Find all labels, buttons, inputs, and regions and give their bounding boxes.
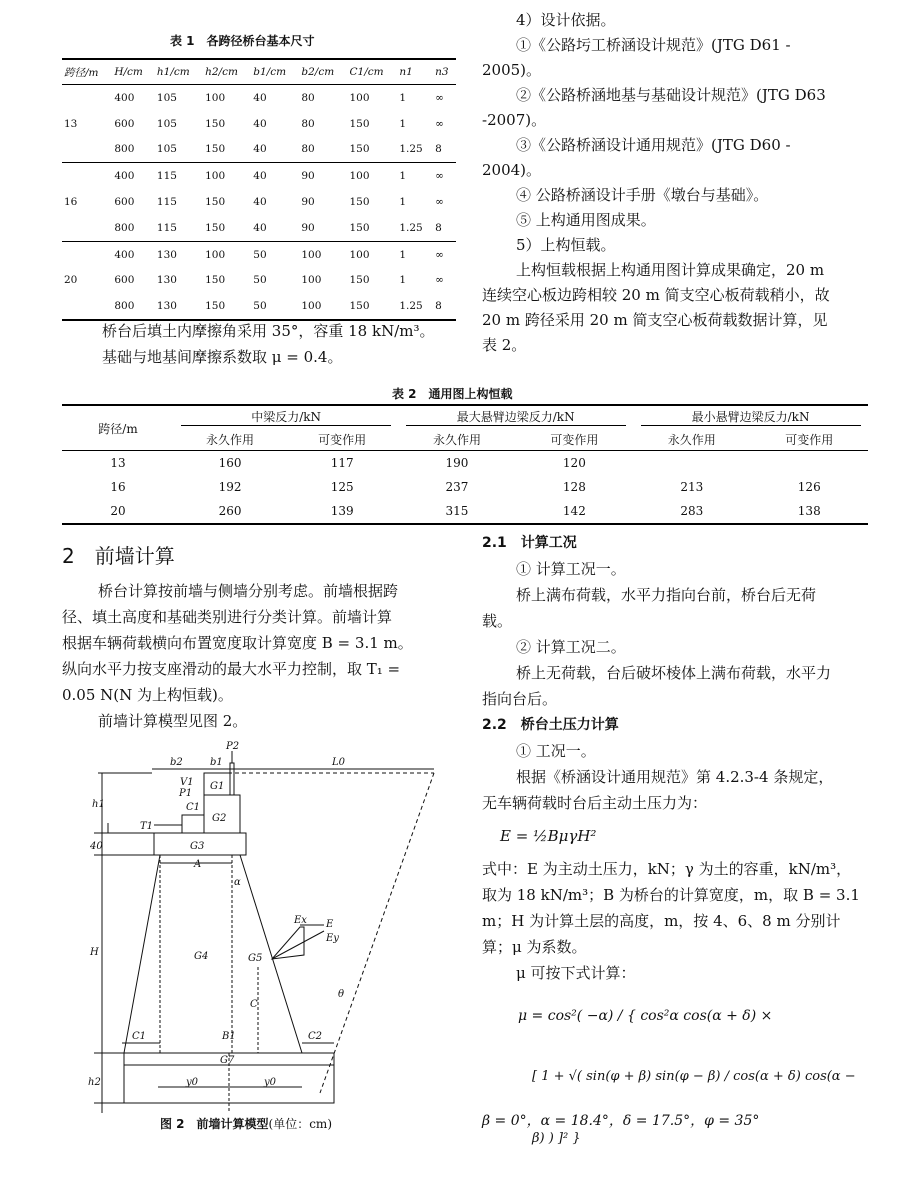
t1-header-8: n3 bbox=[433, 59, 456, 85]
t1-span-cell bbox=[62, 137, 112, 163]
t1-cell: 40 bbox=[253, 170, 267, 183]
table2 bbox=[62, 404, 868, 525]
table1 bbox=[62, 58, 456, 321]
t1-cell: 100 bbox=[349, 248, 370, 261]
t1-cell: 40 bbox=[253, 91, 267, 104]
label-Ey: Ey bbox=[326, 933, 339, 944]
t2-group-2: 最大悬臂边梁反力/kN bbox=[398, 405, 633, 428]
load-p4: 表 2。 bbox=[482, 336, 527, 354]
label-40: 40 bbox=[90, 841, 103, 852]
label-y0-left: y0 bbox=[186, 1077, 199, 1088]
t2-cell: 192 bbox=[218, 480, 242, 494]
case-2-text-2: 指向台后。 bbox=[482, 690, 558, 708]
t1-span-cell: 13 bbox=[64, 117, 78, 130]
t1-cell: 600 bbox=[114, 196, 135, 209]
s2-line-6: 前墙计算模型见图 2。 bbox=[98, 712, 248, 730]
t2-subheader-4: 永久作用 bbox=[633, 428, 750, 451]
table-row bbox=[62, 268, 456, 294]
def-2: 取为 18 kN/m³；B 为桥台的计算宽度，m，取 B = 3.1 bbox=[482, 886, 860, 904]
t1-cell: 40 bbox=[251, 137, 299, 163]
t1-span-cell bbox=[62, 85, 112, 111]
ref-4: ④ 公路桥涵设计手册《墩台与基础》。 bbox=[516, 186, 769, 204]
condition-1: ① 工况一。 bbox=[516, 742, 596, 760]
t1-header-2: h1/cm bbox=[155, 59, 203, 85]
t1-cell: 1 bbox=[399, 274, 406, 287]
figure-2 bbox=[62, 735, 462, 1115]
t1-cell: ∞ bbox=[435, 91, 444, 104]
t1-cell: 150 bbox=[349, 117, 370, 130]
label-G5: G5 bbox=[248, 953, 263, 964]
right-top-text bbox=[482, 8, 830, 358]
label-C: C bbox=[250, 999, 258, 1010]
t2-cell bbox=[633, 451, 750, 476]
t2-cell: 138 bbox=[751, 499, 868, 524]
t1-header-7: n1 bbox=[397, 59, 433, 85]
t1-span-cell bbox=[62, 241, 112, 267]
t2-subheader-3: 可变作用 bbox=[516, 428, 633, 451]
table1-title: 表 1 各跨径桥台基本尺寸 bbox=[170, 34, 315, 48]
t1-cell: 8 bbox=[433, 215, 456, 241]
label-L0: L0 bbox=[332, 757, 346, 768]
t2-col-span: 跨径/m bbox=[62, 405, 174, 451]
t2-cell: 125 bbox=[330, 480, 354, 494]
t1-cell: ∞ bbox=[435, 196, 444, 209]
t1-cell: 80 bbox=[301, 91, 315, 104]
t2-subheader-0: 永久作用 bbox=[174, 428, 286, 451]
t1-header-5: b2/cm bbox=[299, 59, 347, 85]
parameters: β = 0°，α = 18.4°，δ = 17.5°，φ = 35° bbox=[482, 1113, 760, 1129]
t1-cell: 100 bbox=[205, 91, 226, 104]
t1-cell: 1 bbox=[399, 91, 406, 104]
t2-cell: 13 bbox=[110, 456, 126, 470]
label-alpha: α bbox=[234, 877, 241, 888]
label-b1: b1 bbox=[210, 757, 223, 768]
label-G7: G7 bbox=[220, 1055, 235, 1066]
t1-cell: 1.25 bbox=[397, 137, 433, 163]
t1-cell: 100 bbox=[349, 91, 370, 104]
t2-cell: 20 bbox=[62, 499, 174, 524]
label-G2: G2 bbox=[212, 813, 227, 824]
t1-cell: 130 bbox=[156, 248, 177, 261]
t1-cell: 130 bbox=[155, 293, 203, 320]
t1-cell: 800 bbox=[112, 293, 155, 320]
t1-cell: 1 bbox=[399, 248, 406, 261]
label-h2: h2 bbox=[88, 1077, 101, 1088]
t2-cell: 139 bbox=[286, 499, 398, 524]
t2-cell: 160 bbox=[218, 456, 242, 470]
label-P2: P2 bbox=[226, 741, 240, 752]
t2-group-3: 最小悬臂边梁反力/kN bbox=[633, 405, 868, 428]
t1-span-cell bbox=[62, 293, 112, 320]
t1-span-cell: 16 bbox=[64, 196, 78, 209]
t1-cell: 115 bbox=[155, 215, 203, 241]
label-A: A bbox=[194, 859, 202, 870]
t1-cell: 150 bbox=[203, 215, 251, 241]
t1-span-cell bbox=[62, 215, 112, 241]
table2-title: 表 2 通用图上构恒载 bbox=[392, 387, 513, 401]
t2-cell: 126 bbox=[797, 480, 821, 494]
ref-1: ①《公路圬工桥涵设计规范》(JTG D61 - bbox=[516, 36, 791, 54]
ref-2: ②《公路桥涵地基与基础设计规范》(JTG D63 bbox=[516, 86, 826, 104]
label-b2: b2 bbox=[170, 757, 183, 768]
t1-cell: 100 bbox=[301, 248, 322, 261]
t1-cell: ∞ bbox=[435, 248, 444, 261]
t1-cell: 105 bbox=[156, 91, 177, 104]
heading-2-2: 2.2 桥台土压力计算 bbox=[482, 717, 619, 733]
t1-cell: 800 bbox=[112, 215, 155, 241]
label-theta: θ bbox=[338, 989, 345, 1000]
t1-cell: 90 bbox=[301, 170, 315, 183]
t1-cell: 150 bbox=[203, 293, 251, 320]
t1-cell: 150 bbox=[347, 215, 397, 241]
t1-cell: 150 bbox=[347, 137, 397, 163]
t1-cell: 90 bbox=[301, 196, 315, 209]
t1-cell: 1.25 bbox=[397, 293, 433, 320]
t1-cell: 130 bbox=[156, 274, 177, 287]
t1-cell: 100 bbox=[205, 248, 226, 261]
table-row bbox=[62, 215, 456, 241]
t1-cell: 115 bbox=[156, 170, 177, 183]
equation-mu-b: [ 1 + √( sin(φ + β) sin(φ − β) / cos(α + δ) cos(α − β) ) ]² } bbox=[532, 1069, 856, 1146]
t1-cell: 100 bbox=[349, 170, 370, 183]
t2-cell: 128 bbox=[562, 480, 586, 494]
t1-cell: ∞ bbox=[435, 117, 444, 130]
t1-header-6: C1/cm bbox=[347, 59, 397, 85]
equation-E: E = ½BμγH² bbox=[500, 827, 597, 845]
ref-3: ③《公路桥涵设计通用规范》(JTG D60 - bbox=[516, 136, 791, 154]
t1-span-cell: 20 bbox=[64, 274, 78, 287]
earth-p1: 根据《桥涵设计通用规范》第 4.2.3-4 条规定， bbox=[516, 768, 834, 786]
table-row bbox=[62, 137, 456, 163]
label-G1: G1 bbox=[210, 781, 225, 792]
case-1: ① 计算工况一。 bbox=[516, 560, 626, 578]
label-G4: G4 bbox=[194, 951, 209, 962]
t1-cell: 100 bbox=[299, 293, 347, 320]
load-p2: 连续空心板边跨相较 20 m 简支空心板荷载稍小，故 bbox=[482, 286, 830, 304]
mu-intro: μ 可按下式计算： bbox=[516, 964, 636, 982]
left-text-p1: 桥台后填土内摩擦角采用 35°，容重 18 kN/m³。 bbox=[102, 322, 435, 340]
t1-cell: 150 bbox=[349, 274, 370, 287]
table-row bbox=[62, 163, 456, 189]
s2-line-3: 根据车辆荷载横向布置宽度取计算宽度 B = 3.1 m。 bbox=[62, 634, 413, 652]
s2-line-2: 径、填土高度和基础类别进行分类计算。前墙计算 bbox=[62, 608, 393, 626]
t1-cell: ∞ bbox=[435, 170, 444, 183]
t1-cell: 105 bbox=[155, 137, 203, 163]
table-row bbox=[62, 111, 456, 137]
t1-cell: 40 bbox=[253, 196, 267, 209]
label-Ex: Ex bbox=[294, 915, 307, 926]
t1-cell: 8 bbox=[433, 137, 456, 163]
case-2-text: 桥上无荷载，台后破坏棱体上满布荷载，水平力 bbox=[516, 664, 832, 682]
t1-cell: 150 bbox=[349, 196, 370, 209]
t2-cell: 117 bbox=[330, 456, 354, 470]
t1-span-cell bbox=[62, 163, 112, 189]
t2-cell: 120 bbox=[562, 456, 586, 470]
t1-cell: ∞ bbox=[435, 274, 444, 287]
equation-mu-a: μ = cos²( −α) / { cos²α cos(α + δ) × bbox=[518, 1008, 773, 1024]
t1-cell: 8 bbox=[433, 293, 456, 320]
t1-cell: 1 bbox=[399, 196, 406, 209]
load-p3: 20 m 跨径采用 20 m 简支空心板荷载数据计算，见 bbox=[482, 311, 828, 329]
t1-cell: 1 bbox=[399, 170, 406, 183]
ref-3b: 2004)。 bbox=[482, 161, 542, 179]
t1-cell: 400 bbox=[114, 170, 135, 183]
t1-cell: 600 bbox=[114, 117, 135, 130]
t2-cell: 260 bbox=[174, 499, 286, 524]
label-C1: C1 bbox=[186, 802, 201, 813]
ref-2b: -2007)。 bbox=[482, 111, 547, 129]
heading-4: 4）设计依据。 bbox=[516, 11, 616, 29]
label-C1-bottom: C1 bbox=[132, 1031, 147, 1042]
t2-cell: 190 bbox=[445, 456, 469, 470]
ref-5: ⑤ 上构通用图成果。 bbox=[516, 211, 656, 229]
left-text-p2: 基础与地基间摩擦系数取 μ = 0.4。 bbox=[102, 348, 343, 366]
t1-cell: 400 bbox=[114, 248, 135, 261]
t1-header-1: H/cm bbox=[112, 59, 155, 85]
label-B1: B1 bbox=[222, 1031, 236, 1042]
t2-subheader-1: 可变作用 bbox=[286, 428, 398, 451]
t1-cell: 50 bbox=[251, 293, 299, 320]
t2-subheader-5: 可变作用 bbox=[751, 428, 868, 451]
def-1: 式中：E 为主动土压力，kN；γ 为土的容重，kN/m³， bbox=[482, 860, 852, 878]
label-G3: G3 bbox=[190, 841, 205, 852]
t1-cell: 150 bbox=[203, 137, 251, 163]
load-p1: 上构恒载根据上构通用图计算成果确定，20 m bbox=[516, 261, 825, 279]
t2-cell: 142 bbox=[516, 499, 633, 524]
t1-header-0: 跨径/m bbox=[62, 59, 112, 85]
label-H: H bbox=[90, 947, 99, 958]
section-heading: 2 前墙计算 bbox=[62, 544, 175, 568]
label-T1: T1 bbox=[140, 821, 154, 832]
table-row bbox=[62, 189, 456, 215]
s2-line-1: 桥台计算按前墙与侧墙分别考虑。前墙根据跨 bbox=[98, 582, 399, 600]
t1-cell: 150 bbox=[205, 117, 226, 130]
t2-cell: 315 bbox=[398, 499, 515, 524]
t2-cell: 283 bbox=[633, 499, 750, 524]
case-2: ② 计算工况二。 bbox=[516, 638, 626, 656]
table-row bbox=[62, 451, 868, 476]
t1-cell: 50 bbox=[253, 274, 267, 287]
t1-cell: 1 bbox=[399, 117, 406, 130]
def-4: 算；μ 为系数。 bbox=[482, 938, 587, 956]
label-h1: h1 bbox=[92, 799, 105, 810]
t2-subheader-2: 永久作用 bbox=[398, 428, 515, 451]
t2-cell: 16 bbox=[110, 480, 126, 494]
t1-cell: 115 bbox=[156, 196, 177, 209]
t2-cell bbox=[751, 451, 868, 476]
s2-line-4: 纵向水平力按支座滑动的最大水平力控制，取 T₁ = bbox=[62, 660, 401, 678]
label-V1: V1 bbox=[180, 777, 194, 788]
case-1-text: 桥上满布荷载，水平力指向台前，桥台后无荷 bbox=[516, 586, 817, 604]
t1-cell: 80 bbox=[301, 117, 315, 130]
t1-cell: 80 bbox=[299, 137, 347, 163]
t2-group-1: 中梁反力/kN bbox=[174, 405, 398, 428]
t1-cell: 150 bbox=[347, 293, 397, 320]
t1-cell: 40 bbox=[253, 117, 267, 130]
table-row bbox=[62, 241, 456, 267]
t2-cell: 237 bbox=[445, 480, 469, 494]
t1-header-3: h2/cm bbox=[203, 59, 251, 85]
t1-cell: 150 bbox=[205, 274, 226, 287]
t1-cell: 400 bbox=[114, 91, 135, 104]
heading-2-1: 2.1 计算工况 bbox=[482, 535, 577, 551]
ref-1b: 2005)。 bbox=[482, 61, 542, 79]
label-P1: P1 bbox=[179, 788, 193, 799]
t1-cell: 1.25 bbox=[397, 215, 433, 241]
label-C2: C2 bbox=[308, 1031, 323, 1042]
right-bottom-text bbox=[482, 530, 872, 1146]
t1-cell: 50 bbox=[253, 248, 267, 261]
case-1-text-2: 载。 bbox=[482, 612, 513, 630]
t1-cell: 150 bbox=[205, 196, 226, 209]
t1-cell: 100 bbox=[205, 170, 226, 183]
def-3: m；H 为计算土层的高度，m，按 4、6、8 m 分别计 bbox=[482, 912, 841, 930]
t1-cell: 100 bbox=[301, 274, 322, 287]
table-row bbox=[62, 475, 868, 499]
t1-cell: 105 bbox=[156, 117, 177, 130]
t1-cell: 800 bbox=[112, 137, 155, 163]
figure-caption: 图 2 前墙计算模型(单位：cm) bbox=[160, 1117, 332, 1131]
t1-cell: 40 bbox=[251, 215, 299, 241]
t1-cell: 600 bbox=[114, 274, 135, 287]
t2-cell: 213 bbox=[680, 480, 704, 494]
label-E: E bbox=[326, 919, 334, 930]
earth-p2: 无车辆荷载时台后主动土压力为： bbox=[482, 794, 708, 812]
table-row bbox=[62, 499, 868, 524]
heading-5: 5）上构恒载。 bbox=[516, 236, 616, 254]
section2-text bbox=[62, 578, 462, 734]
label-y0-right: y0 bbox=[264, 1077, 277, 1088]
table-row bbox=[62, 85, 456, 111]
s2-line-5: 0.05 N(N 为上构恒载)。 bbox=[62, 686, 233, 704]
table-row bbox=[62, 293, 456, 320]
t1-cell: 90 bbox=[299, 215, 347, 241]
t1-header-4: b1/cm bbox=[251, 59, 299, 85]
